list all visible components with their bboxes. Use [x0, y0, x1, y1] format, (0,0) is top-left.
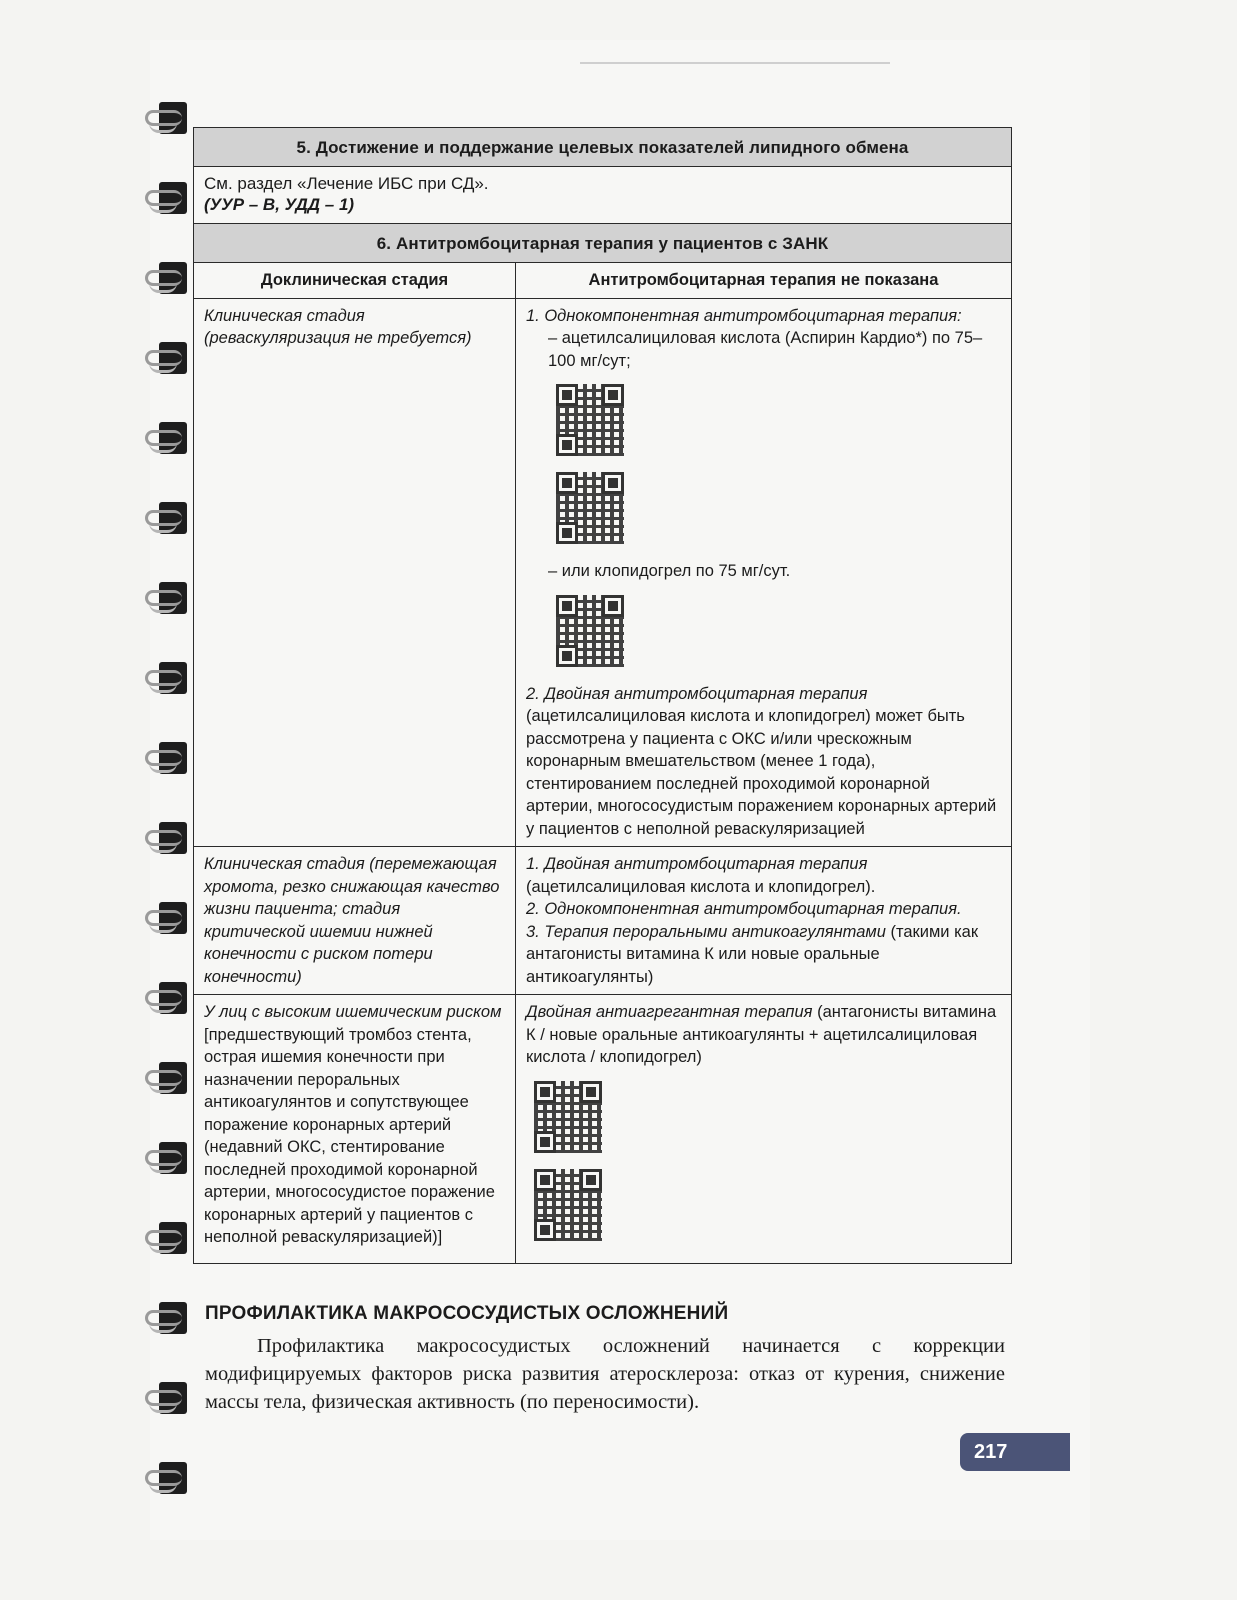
binding-ring [145, 652, 193, 704]
binding-ring [145, 1292, 193, 1344]
clinical-row-1-left: Клиническая стадия (реваскуляризация не требуется) [194, 299, 516, 847]
section5-content-row [194, 166, 1011, 223]
top-rule [580, 62, 890, 64]
binding-ring [145, 572, 193, 624]
clinical-row-2-left: Клиническая стадия (перемежающая хромота, резко снижающая качество жизни пациента; стадия критической ишемии нижней конечности с риском потери конечности) [194, 847, 516, 994]
preclinical-value: Антитромбоцитарная терапия не показана [588, 271, 939, 289]
binding-ring [145, 732, 193, 784]
section5-content [194, 167, 1011, 223]
binding-ring [145, 92, 193, 144]
page-number: 217 [960, 1433, 1070, 1471]
row1-item2-text: (ацетилсалициловая кислота и клопидогрел) может быть рассмотрена у пациента с ОКС и/или чрескожным коронарным вмешательством (менее 1 года), стентированием последней проходимой коронарной артерии, многососудистым поражением коронарных артерий у пациентов с неполной реваскуляризацией [526, 707, 997, 838]
section5-text: См. раздел «Лечение ИБС при СД». [204, 174, 489, 193]
binding-ring [145, 972, 193, 1024]
high-risk-left [194, 995, 516, 1263]
high-risk-therapy [526, 1001, 1001, 1069]
qr-code-icon[interactable] [534, 1169, 602, 1241]
high-risk-left-title: У лиц с высоким ишемическим риском [204, 1003, 502, 1021]
section-heading: ПРОФИЛАКТИКА МАКРОСОСУДИСТЫХ ОСЛОЖНЕНИЙ [205, 1303, 729, 1324]
high-risk-therapy-title: Двойная антиагрегантная терапия [526, 1003, 813, 1021]
row1-item1-title: 1. Однокомпонентная антитромбоцитарная терапия: [526, 306, 962, 325]
section5-header-row [194, 128, 1011, 166]
section6-header: 6. Антитромбоцитарная терапия у пациентов с ЗАНК [194, 224, 1011, 262]
row2-item1 [526, 853, 1001, 898]
spiral-binding [145, 92, 200, 1512]
qr-code-icon[interactable] [556, 384, 624, 456]
high-risk-left-text: [предшествующий тромбоз стента, острая ишемия конечности при назначении пероральных антикоагулянтов и сопутствующее поражение коронарных артерий (недавний ОКС, стентирование последней проходимой коронарной артерии, многососудистое поражение коронарных артерий у пациентов с неполной реваскуляризацией)] [204, 1025, 495, 1246]
row1-item2-title: 2. Двойная антитромбоцитарная терапия [526, 684, 868, 703]
row2-item1-text: (ацетилсалициловая кислота и клопидогрел). [526, 877, 876, 896]
recommendations-table [193, 127, 1012, 1264]
binding-ring [145, 1452, 193, 1504]
row2-item3-text: (такими как антагонисты витамина К или новые оральные антикоагулянты) [526, 922, 979, 986]
row2-item3-title: 3. Терапия пероральными антикоагулянтами [526, 922, 886, 941]
binding-ring [145, 892, 193, 944]
binding-ring [145, 1052, 193, 1104]
binding-ring [145, 172, 193, 224]
section6-header-row [194, 223, 1011, 262]
row1-item1-clopidogrel: – или клопидогрел по 75 мг/сут. [548, 562, 791, 580]
clinical-row-1-right [516, 299, 1011, 847]
qr-code-icon[interactable] [556, 595, 624, 667]
row1-item2 [526, 683, 1001, 841]
binding-ring [145, 812, 193, 864]
clinical-row-1 [194, 298, 1011, 847]
binding-ring [145, 1372, 193, 1424]
binding-ring [145, 332, 193, 384]
binding-ring [145, 1212, 193, 1264]
preclinical-row [194, 262, 1011, 298]
row1-item1-aspirin: – ацетилсалициловая кислота (Аспирин Кардио*) по 75–100 мг/сут; [548, 329, 983, 370]
qr-code-icon[interactable] [556, 472, 624, 544]
section5-header: 5. Достижение и поддержание целевых показателей липидного обмена [194, 128, 1011, 166]
high-risk-therapy-text: (антагонисты витамина К / новые оральные антикоагулянты + ацетилсалициловая кислота / клопидогрел) [526, 1003, 997, 1066]
binding-ring [145, 1132, 193, 1184]
section5-grade: (УУР – B, УДД – 1) [204, 195, 355, 214]
qr-code-icon[interactable] [534, 1081, 602, 1153]
preclinical-label: Доклиническая стадия [194, 263, 516, 298]
clinical-row-2-right [516, 847, 1011, 994]
binding-ring [145, 412, 193, 464]
binding-ring [145, 252, 193, 304]
row2-item3 [526, 921, 1001, 989]
row2-item2: 2. Однокомпонентная антитромбоцитарная терапия. [526, 900, 962, 918]
high-risk-right [516, 995, 1011, 1263]
clinical-row-2 [194, 846, 1011, 994]
high-risk-row [194, 994, 1011, 1263]
row2-item1-title: 1. Двойная антитромбоцитарная терапия [526, 855, 868, 873]
binding-ring [145, 492, 193, 544]
body-paragraph: Профилактика макрососудистых осложнений начинается с коррекции модифицируемых факторов риска развития атеросклероза: отказ от курения, снижение массы тела, физическая активность (по переносимости). [205, 1335, 1005, 1413]
